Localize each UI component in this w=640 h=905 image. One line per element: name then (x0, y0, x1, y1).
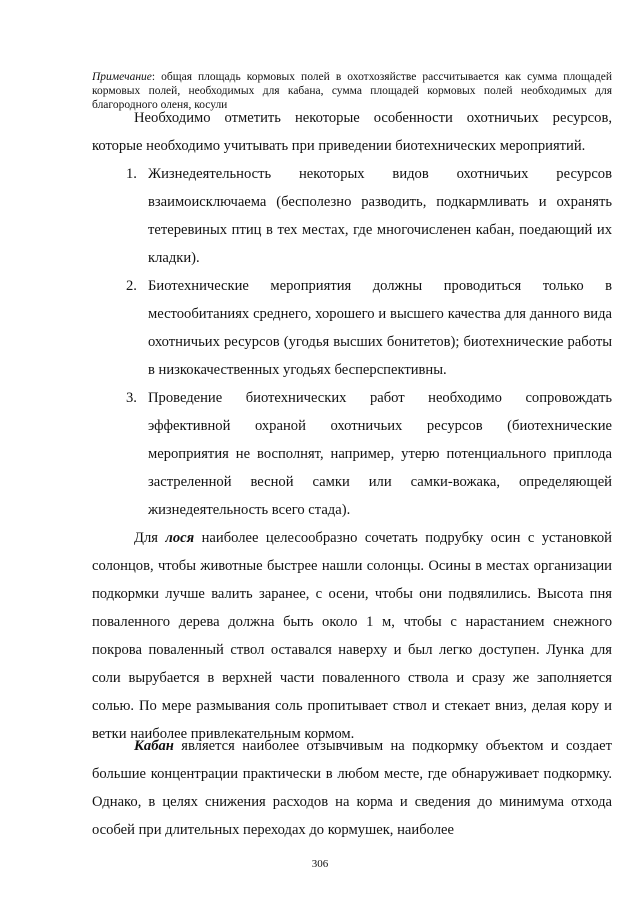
list-item (126, 272, 612, 384)
moose-text: наиболее целесообразно сочетать подрубку осин с установкой солонцов, чтобы животные быстрее нашли солонцы. Осины в местах организации подкормки лучше валить заранее, с осени, чтобы они подвялились. Высота пня поваленного дерева должна быть около 1 м, чтобы с нарастанием снежного покрова поваленный ствол оставался наверху и был легко доступен. Лунка для соли вырубается в верхней части поваленного ствола и сразу же заполняется солью. По мере размывания соль пропитывает ствол и стекает вниз, делая кору и ветки наиболее привлекательным кормом. (92, 530, 612, 742)
list-item-number: 3. (126, 390, 137, 406)
list-item-text: Проведение биотехнических работ необходимо сопровождать эффективной охраной охотничьих ресурсов (биотехнические мероприятия не восполнят, например, утерю потенциального приплода застреленной весной самки или самки-вожака, определяющей жизнедеятельность всего стада). (148, 390, 612, 518)
boar-text: является наиболее отзывчивым на подкормку объектом и создает большие концентрации практически в любом месте, где обнаруживает подкормку. Однако, в целях снижения расходов на корма и сведения до минимума отхода особей при длительных переходах до кормушек, наиболее (92, 738, 612, 838)
boar-term: Кабан (134, 738, 174, 754)
list-item-text: Биотехнические мероприятия должны проводиться только в местообитаниях среднего, хорошего и высшего качества для данного вида охотничьих ресурсов (угодья высших бонитетов); биотехнические работы в низкокачественных угодьях бесперспективны. (148, 278, 612, 378)
page-number: 306 (311, 858, 329, 870)
intro-paragraph: Необходимо отметить некоторые особенности охотничьих ресурсов, которые необходимо учитывать при приведении биотехнических мероприятий. (92, 110, 612, 154)
moose-term: лося (165, 530, 195, 546)
moose-pre: Для (134, 530, 166, 546)
features-list (126, 160, 612, 524)
list-item (126, 384, 612, 524)
boar-paragraph (92, 732, 612, 844)
note-text: : общая площадь кормовых полей в охотхозяйстве рассчитывается как сумма площадей кормовых полей, необходимых для кабана, сумма площадей кормовых полей необходимых для благородного оленя, косули (92, 71, 612, 111)
list-item-number: 2. (126, 278, 137, 294)
list-item-text: Жизнедеятельность некоторых видов охотничьих ресурсов взаимоисключаема (бесполезно разводить, подкармливать и охранять тетеревиных птиц в тех местах, где многочисленен кабан, поедающий их кладки). (148, 166, 612, 266)
note-lead: Примечание (92, 71, 152, 83)
list-item (126, 160, 612, 272)
moose-paragraph (92, 524, 612, 748)
list-item-number: 1. (126, 166, 137, 182)
